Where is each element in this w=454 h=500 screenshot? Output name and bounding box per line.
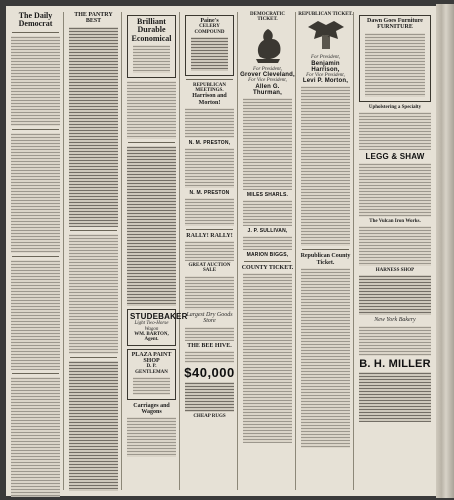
ad-brilliant [127,15,176,78]
ad-dry-goods: Largest Dry Goods Store [186,311,233,325]
eagle-flag-emblem-icon [304,19,348,53]
ad-price: $40,000 [184,365,235,381]
divider [12,256,59,257]
candidate-name: MARION BIGGS, [246,251,289,258]
text-block [359,326,431,356]
republican-county-ticket-head: Republican County Ticket. [300,253,351,266]
masthead-title: The Daily Democrat [18,11,53,29]
text-block [185,148,234,188]
text-block [301,268,350,448]
text-block [243,236,292,250]
ad-plaza-name: D. P. GENTLEMAN [135,364,168,375]
republican-meetings-head: REPUBLICAN MEETINGS. [192,82,227,94]
newspaper-page [6,6,436,496]
text-block [243,98,292,190]
text-block [359,226,431,266]
text-block [185,382,234,412]
vp-label: For Vice President, [248,78,287,83]
text-block [185,108,234,138]
text-block [11,260,60,370]
president-name: Benjamin Harrison, [311,60,340,73]
text-block [185,327,234,341]
ad-rugs: CHEAP RUGS [193,414,226,420]
harrison-morton-head: Harrison and Morton! [192,93,227,106]
ad-miller: B. H. MILLER [359,357,431,370]
ad-plaza-title: PLAZA PAINT SHOP [131,351,172,364]
vp-label: For Vice President, [306,72,345,78]
ad-studebaker [127,309,188,346]
ad-carriages: Carriages and Wagons [133,402,170,416]
ad-bakery: New York Bakery [374,317,416,324]
divider [128,142,175,143]
text-block [11,133,60,253]
text-block [133,377,170,395]
column-4 [182,12,238,490]
county-ticket-head: COUNTY TICKET. [241,264,294,271]
ad-studebaker-title: STUDEBAKER [130,312,188,322]
text-block [243,200,292,226]
ad-brilliant-line: Economical [131,33,172,43]
column-7 [356,12,434,490]
text-block [185,198,234,226]
column-2 [66,12,122,490]
ad-heading: THE PANTRY BEST [74,12,113,25]
president-label: For President, [253,66,282,72]
text-block [11,377,60,497]
text-block [69,361,118,491]
ad-harness: HARNESS SHOP [375,268,415,274]
text-block [69,234,118,354]
ad-vulcan: The Vulcan Iron Works. [369,218,421,224]
text-block [365,33,425,97]
ad-legg-shaw: LEGG & SHAW [365,151,425,161]
text-block [69,27,118,227]
ad-brilliant-line: Brilliant [137,17,166,26]
ad-beehive: THE BEE HIVE. [187,342,232,349]
candidate-name: MILES SHARLS. [246,191,289,198]
candidate-name: J. P. SULLIVAN, [247,227,288,234]
divider [244,261,291,262]
text-block [127,81,176,139]
text-block [359,112,431,150]
ad-furniture-line: Dawn Goes Furniture [367,18,423,24]
column-5 [240,12,296,490]
text-block [185,351,234,363]
democratic-ticket-head: DEMOCRATIC TICKET. [250,12,285,23]
vp-name: Allen G. Thurman, [253,83,282,96]
text-block [185,276,234,310]
text-block [359,275,431,315]
ad-brilliant-line: Durable [137,25,166,35]
ad-furniture-line: FURNITURE [377,24,413,31]
text-block [185,241,234,261]
ad-celery-brand: Paine's [200,18,219,24]
column-3 [124,12,188,490]
page-edge [436,4,454,498]
divider [70,230,117,231]
text-block [243,273,292,443]
divider [186,79,233,80]
text-block [11,36,60,126]
ad-celery-title: CELERY COMPOUND [194,24,225,35]
divider [12,32,59,33]
ad-plaza [127,349,176,400]
divider [186,229,233,230]
ad-studebaker-sub: Light Two-Horse Wagon [134,321,169,332]
rally-head: RALLY! RALLY! [186,232,233,239]
column-6 [298,12,354,490]
ad-furniture [359,15,431,102]
text-block [359,163,431,217]
text-block [359,372,431,422]
text-block [127,146,176,306]
president-label: For President, [311,55,340,61]
ad-great-sale: GREAT AUCTION SALE [188,263,231,274]
rooster-emblem-icon [248,25,288,65]
divider [12,373,59,374]
text-block [191,37,228,71]
speaker-name: N. M. PRESTON, [188,139,231,146]
president-name: Grover Cleveland, [240,72,295,78]
text-block [301,86,350,246]
republican-ticket-head: REPUBLICAN TICKET. [298,12,353,17]
ad-celery [185,15,234,76]
ad-upholstering: Upholstering a Specialty [368,104,422,110]
column-1 [8,12,64,490]
speaker-name: N. M. PRESTON [189,189,230,196]
text-block [133,45,170,73]
vp-name: Levi P. Morton, [302,78,349,85]
divider [12,129,59,130]
text-block [127,417,176,457]
divider [302,249,349,250]
divider [70,357,117,358]
ad-studebaker-agent: WM. BARTON, Agent. [134,332,169,343]
